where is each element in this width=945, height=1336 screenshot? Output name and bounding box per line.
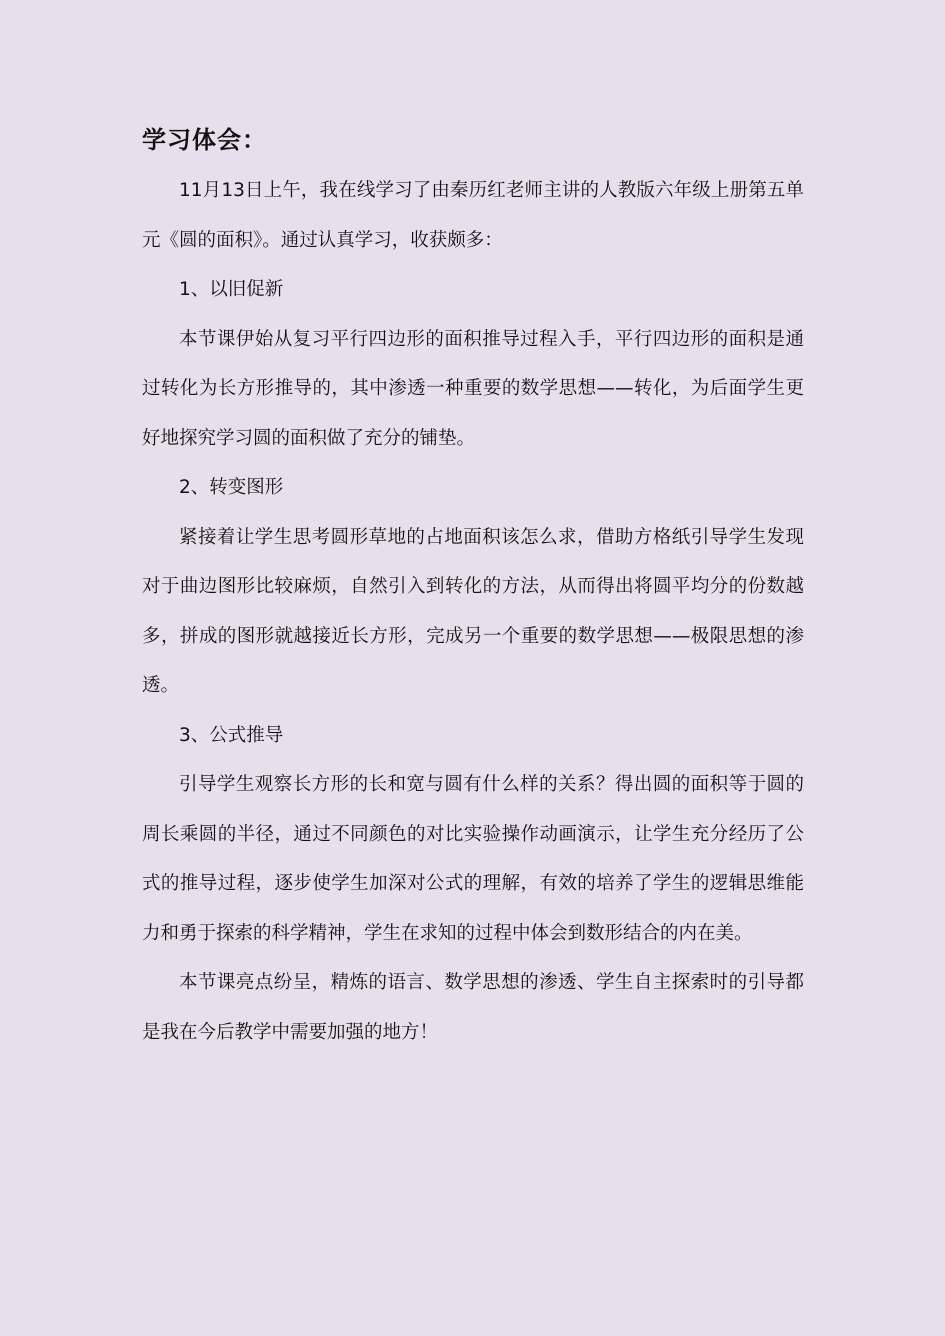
section-heading-2: 2、转变图形 [179, 477, 284, 498]
section-heading-3: 3、公式推导 [179, 724, 284, 746]
document-title: 学习体会： [142, 126, 267, 154]
paragraph-intro: 11月13日上午，我在线学习了由秦历红老师主讲的人教版六年级上册第五单元《圆的面积》。通过认真学习，收获颇多： [142, 180, 804, 251]
document-page [142, 118, 804, 1057]
section-heading-1: 1、以旧促新 [179, 279, 284, 300]
paragraph-section-3: 引导学生观察长方形的长和宽与圆有什么样的关系？得出圆的面积等于圆的周长乘圆的半径，通过不同颜色的对比实验操作动画演示，让学生充分经历了公式的推导过程，逐步使学生加深对公式的理解，有效的培养了学生的逻辑思维能力和勇于探索的科学精神，学生在求知的过程中体会到数形结合的内在美。 [142, 774, 804, 944]
paragraph-conclusion: 本节课亮点纷呈，精炼的语言、数学思想的渗透、学生自主探索时的引导都是我在今后教学中需要加强的地方！ [142, 972, 804, 1043]
paragraph-section-2: 紧接着让学生思考圆形草地的占地面积该怎么求，借助方格纸引导学生发现对于曲边图形比较麻烦，自然引入到转化的方法，从而得出将圆平均分的份数越多，拼成的图形就越接近长方形，完成另一个重要的数学思想——极限思想的渗透。 [142, 526, 804, 696]
paragraph-section-1: 本节课伊始从复习平行四边形的面积推导过程入手，平行四边形的面积是通过转化为长方形推导的，其中渗透一种重要的数学思想——转化，为后面学生更好地探究学习圆的面积做了充分的铺垫。 [142, 328, 804, 449]
